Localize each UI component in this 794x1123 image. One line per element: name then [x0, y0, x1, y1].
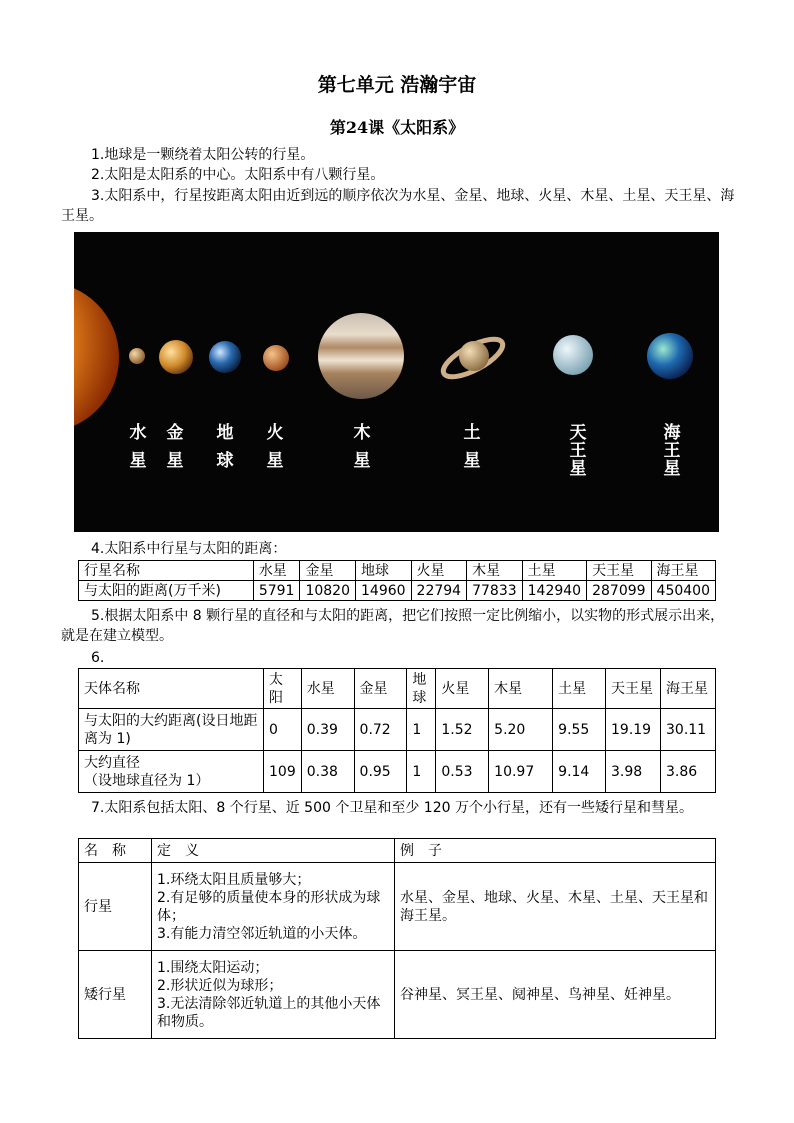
- table-cell: 287099: [587, 581, 651, 601]
- table-cell: 水星: [253, 561, 300, 581]
- earth-label-1: 地: [216, 423, 234, 443]
- table-cell: 土星: [553, 669, 606, 709]
- table-cell: 定 义: [152, 839, 395, 863]
- table-cell: 水星: [301, 669, 354, 709]
- venus-label-2: 星: [166, 451, 184, 471]
- table-cell: 谷神星、冥王星、阋神星、鸟神星、妊神星。: [395, 951, 716, 1039]
- table-cell: 与太阳的距离(万千米): [79, 581, 254, 601]
- ratio-table: [78, 668, 716, 793]
- mercury-image: [129, 348, 145, 364]
- definition-line: 2.有足够的质量使本身的形状成为球体；: [157, 889, 381, 924]
- mars-image: [263, 345, 289, 371]
- table-cell: 木星: [489, 669, 553, 709]
- table-row: [79, 561, 716, 581]
- table-cell: 0.38: [301, 751, 354, 793]
- table-cell: [152, 951, 395, 1039]
- definition-line: 3.有能力清空邻近轨道的小天体。: [157, 925, 367, 942]
- table-cell: 海王星: [661, 669, 716, 709]
- table-cell: 10820: [300, 581, 356, 601]
- table-cell: 19.19: [606, 709, 661, 751]
- table-row: [79, 669, 716, 709]
- neptune-image: [647, 333, 693, 379]
- table-cell: 地球: [356, 561, 412, 581]
- paragraph-2: 2.太阳是太阳系的中心。太阳系中有八颗行星。: [91, 167, 385, 183]
- paragraph-7: 7.太阳系包括太阳、8 个行星、近 500 个卫星和至少 120 万个小行星，还有一些矮行星和彗星。: [91, 800, 693, 816]
- table-cell: 行星: [79, 863, 152, 951]
- paragraph-5: 5.根据太阳系中 8 颗行星的直径和与太阳的距离，把它们按照一定比例缩小，以实物的形式展示出来，就是在建立模型。: [61, 608, 725, 644]
- table-cell: 天王星: [587, 561, 651, 581]
- lesson-title: 第24课《太阳系》: [329, 118, 465, 137]
- table-cell: 0.95: [354, 751, 407, 793]
- table-cell: 天体名称: [79, 669, 264, 709]
- uranus-label-3: 星: [569, 459, 587, 479]
- table-cell: 地球: [407, 669, 436, 709]
- mars-label-2: 星: [266, 451, 284, 471]
- table-cell: 金星: [354, 669, 407, 709]
- row-label-line: （设地球直径为 1）: [84, 772, 210, 789]
- table-cell: 土星: [522, 561, 586, 581]
- table-cell: 109: [264, 751, 302, 793]
- mercury-label-2: 星: [129, 451, 147, 471]
- table-cell: 火星: [436, 669, 489, 709]
- table-cell: 海王星: [651, 561, 715, 581]
- neptune-label-2: 王: [663, 441, 681, 461]
- unit-title: 第七单元 浩瀚宇宙: [317, 74, 477, 96]
- table-cell: 行星名称: [79, 561, 254, 581]
- uranus-image: [553, 335, 593, 375]
- table-cell: 太阳: [264, 669, 302, 709]
- table-cell: 0.72: [354, 709, 407, 751]
- table-cell: 30.11: [661, 709, 716, 751]
- table-cell: 9.55: [553, 709, 606, 751]
- table-row: [79, 863, 716, 951]
- table-cell: 1.52: [436, 709, 489, 751]
- table-cell: 与太阳的大约距离(设日地距离为 1): [79, 709, 264, 751]
- solar-system-figure: [74, 232, 719, 532]
- table-cell: [152, 863, 395, 951]
- table-cell: 77833: [467, 581, 523, 601]
- table-cell: 450400: [651, 581, 715, 601]
- neptune-label-1: 海: [663, 423, 681, 443]
- paragraph-4: 4.太阳系中行星与太阳的距离：: [91, 541, 287, 557]
- definition-line: 3.无法清除邻近轨道上的其他小天体和物质。: [157, 995, 381, 1030]
- definition-line: 1.环绕太阳且质量够大；: [157, 871, 311, 888]
- table-row: [79, 951, 716, 1039]
- table-cell: 3.86: [661, 751, 716, 793]
- table-cell: 水星、金星、地球、火星、木星、土星、天王星和海王星。: [395, 863, 716, 951]
- table-cell: 3.98: [606, 751, 661, 793]
- table-cell: 142940: [522, 581, 586, 601]
- table-cell: 14960: [356, 581, 412, 601]
- earth-image: [209, 341, 241, 373]
- paragraph-6: 6.: [91, 650, 105, 666]
- table-row: [79, 709, 716, 751]
- table-cell: 金星: [300, 561, 356, 581]
- table-cell: 0.53: [436, 751, 489, 793]
- table-cell: 例 子: [395, 839, 716, 863]
- jupiter-label-2: 星: [353, 451, 371, 471]
- table-cell: 5.20: [489, 709, 553, 751]
- venus-label-1: 金: [166, 423, 184, 443]
- venus-image: [159, 340, 193, 374]
- table-cell: 22794: [411, 581, 467, 601]
- table-cell: 0: [264, 709, 302, 751]
- definition-line: 1.围绕太阳运动；: [157, 959, 269, 976]
- earth-label-2: 球: [216, 451, 234, 471]
- table-cell: [79, 751, 264, 793]
- table-cell: 火星: [411, 561, 467, 581]
- paragraph-3: 3.太阳系中，行星按距离太阳由近到远的顺序依次为水星、金星、地球、火星、木星、土星、天王星、海王星。: [61, 188, 735, 224]
- jupiter-image: [318, 313, 404, 399]
- uranus-label-1: 天: [569, 423, 587, 443]
- table-cell: 1: [407, 751, 436, 793]
- table-cell: 名 称: [79, 839, 152, 863]
- jupiter-label-1: 木: [353, 423, 371, 443]
- table-cell: 9.14: [553, 751, 606, 793]
- mercury-label-1: 水: [129, 423, 147, 443]
- table-row: [79, 751, 716, 793]
- mars-label-1: 火: [266, 423, 284, 443]
- saturn-label-2: 星: [463, 451, 481, 471]
- definition-line: 2.形状近似为球形；: [157, 977, 283, 994]
- table-cell: 矮行星: [79, 951, 152, 1039]
- saturn-label-1: 土: [463, 423, 481, 443]
- table-row: [79, 839, 716, 863]
- paragraph-1: 1.地球是一颗绕着太阳公转的行星。: [91, 147, 315, 163]
- uranus-label-2: 王: [569, 441, 587, 461]
- row-label-line: 大约直径: [84, 754, 140, 771]
- neptune-label-3: 星: [663, 459, 681, 479]
- table-cell: 10.97: [489, 751, 553, 793]
- table-cell: 天王星: [606, 669, 661, 709]
- table-cell: 5791: [253, 581, 300, 601]
- definition-table: [78, 838, 716, 1039]
- table-row: [79, 581, 716, 601]
- table-cell: 0.39: [301, 709, 354, 751]
- table-cell: 木星: [467, 561, 523, 581]
- table-cell: 1: [407, 709, 436, 751]
- distance-table: [78, 560, 716, 601]
